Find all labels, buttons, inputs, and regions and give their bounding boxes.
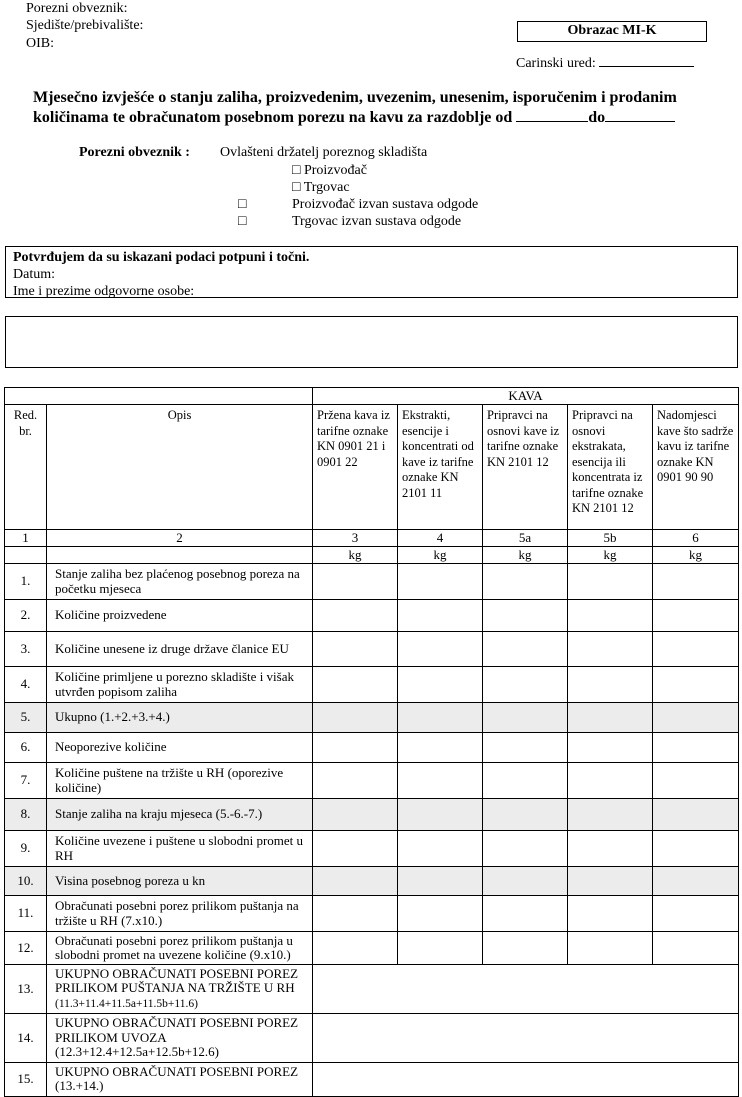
- table-row: [5, 931, 739, 964]
- value-cell[interactable]: [653, 762, 739, 798]
- row-number: 2.: [5, 599, 47, 631]
- unit-kg: kg: [483, 546, 568, 563]
- value-cell[interactable]: [653, 798, 739, 830]
- row-number: 9.: [5, 830, 47, 866]
- table-row: [5, 964, 739, 1014]
- col-number: 3: [313, 530, 398, 547]
- row-description: Stanje zaliha bez plaćenog posebnog poreza na početku mjeseca: [47, 563, 313, 599]
- table-row: [5, 866, 739, 895]
- table-row: [5, 798, 739, 830]
- value-cell[interactable]: [398, 732, 483, 762]
- total-value-cell[interactable]: [313, 964, 739, 1014]
- row-number: 15.: [5, 1062, 47, 1096]
- unit-kg: kg: [653, 546, 739, 563]
- row-number: 8.: [5, 798, 47, 830]
- table-row: [5, 702, 739, 732]
- confirmation-box: [5, 246, 738, 298]
- value-cell[interactable]: [568, 931, 653, 964]
- value-cell[interactable]: [313, 866, 398, 895]
- value-cell[interactable]: [483, 631, 568, 666]
- col-header-4: Ekstrakti, esencije i koncentrati od kave iz tarifne oznake KN 2101 11: [398, 405, 483, 530]
- taxpayer-label: Porezni obveznik:: [26, 1, 128, 16]
- row-formula: (12.3+12.4+12.5a+12.5b+12.6): [55, 1044, 220, 1059]
- row-description: Visina posebnog poreza u kn: [47, 866, 313, 895]
- value-cell[interactable]: [568, 762, 653, 798]
- col-number: 1: [5, 530, 47, 547]
- row-description: Količine puštene na tržište u RH (oporezive količine): [47, 762, 313, 798]
- value-cell[interactable]: [398, 666, 483, 702]
- unit-kg: kg: [398, 546, 483, 563]
- customs-office-field[interactable]: [599, 52, 694, 67]
- value-cell[interactable]: [483, 895, 568, 931]
- unit-row: [5, 546, 739, 563]
- total-value-cell[interactable]: [313, 1014, 739, 1063]
- value-cell[interactable]: [568, 732, 653, 762]
- col-header-opis: Opis: [47, 405, 313, 530]
- value-cell[interactable]: [313, 702, 398, 732]
- value-cell[interactable]: [398, 830, 483, 866]
- value-cell[interactable]: [653, 931, 739, 964]
- row-number: 3.: [5, 631, 47, 666]
- col-header-redbr: Red. br.: [5, 405, 47, 530]
- table-row: [5, 762, 739, 798]
- value-cell[interactable]: [483, 563, 568, 599]
- value-cell[interactable]: [568, 866, 653, 895]
- value-cell[interactable]: [483, 762, 568, 798]
- period-to-label: do: [588, 109, 606, 126]
- value-cell[interactable]: [313, 798, 398, 830]
- row-number: 13.: [5, 964, 47, 1014]
- report-title-period-text: količinama te obračunatom posebnom porezu na kavu za razdoblje od: [33, 109, 513, 126]
- value-cell[interactable]: [653, 666, 739, 702]
- value-cell[interactable]: [568, 895, 653, 931]
- checkbox-icon[interactable]: □: [238, 197, 247, 212]
- value-cell[interactable]: [653, 599, 739, 631]
- row-number: 10.: [5, 866, 47, 895]
- row-description: Obračunati posebni porez prilikom puštanja na tržište u RH (7.x10.): [47, 895, 313, 931]
- confirmation-statement: Potvrđujem da su iskazani podaci potpuni i točni.: [13, 250, 310, 265]
- col-header-5b: Pripravci na osnovi ekstrakata, esencija ili koncentrata iz tarifne oznake KN 2101 12: [568, 405, 653, 530]
- row-number: 1.: [5, 563, 47, 599]
- row-number: 11.: [5, 895, 47, 931]
- table-row: [5, 830, 739, 866]
- value-cell[interactable]: [398, 866, 483, 895]
- value-cell[interactable]: [483, 732, 568, 762]
- customs-office-label: Carinski ured:: [516, 56, 596, 71]
- table-row: [5, 1014, 739, 1063]
- col-number: 5b: [568, 530, 653, 547]
- row-number: 6.: [5, 732, 47, 762]
- row-description: Količine primljene u porezno skladište i višak utvrđen popisom zaliha: [47, 666, 313, 702]
- row-description: [47, 1014, 313, 1063]
- total-value-cell[interactable]: [313, 1062, 739, 1096]
- option-producer-checkbox[interactable]: □ Proizvođač: [292, 163, 367, 178]
- table-row: [5, 895, 739, 931]
- table-row: [5, 599, 739, 631]
- value-cell[interactable]: [568, 631, 653, 666]
- value-cell[interactable]: [568, 563, 653, 599]
- table-row: [5, 631, 739, 666]
- value-cell[interactable]: [313, 830, 398, 866]
- value-cell[interactable]: [568, 830, 653, 866]
- row-description: Količine unesene iz druge države članice EU: [47, 631, 313, 666]
- value-cell[interactable]: [313, 895, 398, 931]
- report-title-line2: [33, 107, 675, 127]
- value-cell[interactable]: [483, 702, 568, 732]
- value-cell[interactable]: [568, 599, 653, 631]
- value-cell[interactable]: [398, 762, 483, 798]
- col-number: 5a: [483, 530, 568, 547]
- customs-office: [516, 52, 694, 72]
- oib-label: OIB:: [26, 36, 54, 51]
- value-cell[interactable]: [653, 895, 739, 931]
- row-description: Količine proizvedene: [47, 599, 313, 631]
- value-cell[interactable]: [313, 931, 398, 964]
- col-header-5a: Pripravci na osnovi kave iz tarifne oznake KN 2101 12: [483, 405, 568, 530]
- value-cell[interactable]: [313, 762, 398, 798]
- row-description: [47, 964, 313, 1014]
- option-authorized-warehouse: Ovlašteni držatelj poreznog skladišta: [220, 145, 428, 160]
- value-cell[interactable]: [568, 702, 653, 732]
- row-number: 14.: [5, 1014, 47, 1063]
- unit-kg: kg: [568, 546, 653, 563]
- form-name-box: Obrazac MI-K: [517, 21, 707, 42]
- row-number: 7.: [5, 762, 47, 798]
- taxpayer-type-label: Porezni obveznik :: [79, 145, 190, 160]
- row-number: 4.: [5, 666, 47, 702]
- value-cell[interactable]: [398, 798, 483, 830]
- period-to-field[interactable]: [605, 107, 675, 122]
- value-cell[interactable]: [313, 599, 398, 631]
- row-formula: (11.3+11.4+11.5a+11.5b+11.6): [55, 997, 198, 1010]
- value-cell[interactable]: [398, 563, 483, 599]
- unit-kg: kg: [313, 546, 398, 563]
- date-label[interactable]: Datum:: [13, 267, 55, 282]
- kava-group-header: KAVA: [313, 388, 739, 405]
- value-cell[interactable]: [398, 702, 483, 732]
- value-cell[interactable]: [398, 599, 483, 631]
- option-trader-checkbox[interactable]: □ Trgovac: [292, 180, 350, 195]
- value-cell[interactable]: [483, 830, 568, 866]
- value-cell[interactable]: [398, 931, 483, 964]
- value-cell[interactable]: [653, 830, 739, 866]
- table-row: [5, 732, 739, 762]
- value-cell[interactable]: [398, 631, 483, 666]
- value-cell[interactable]: [483, 666, 568, 702]
- value-cell[interactable]: [313, 666, 398, 702]
- report-title-line1: Mjesečno izvješće o stanju zaliha, proizvedenim, uvezenim, unesenim, isporučenim i prodanim: [33, 89, 677, 106]
- value-cell[interactable]: [313, 631, 398, 666]
- value-cell[interactable]: [483, 866, 568, 895]
- value-cell[interactable]: [653, 702, 739, 732]
- row-description: Količine uvezene i puštene u slobodni promet u RH: [47, 830, 313, 866]
- value-cell[interactable]: [653, 563, 739, 599]
- coffee-report-table: [4, 387, 739, 1097]
- column-number-row: [5, 530, 739, 547]
- option-trader-outside: Trgovac izvan sustava odgode: [292, 214, 462, 229]
- seat-label: Sjedište/prebivalište:: [26, 18, 144, 33]
- col-header-3: Pržena kava iz tarifne oznake KN 0901 21 i 0901 22: [313, 405, 398, 530]
- row-description-text: UKUPNO OBRAČUNATI POSEBNI POREZ PRILIKOM PUŠTANJA NA TRŽIŠTE U RH: [55, 965, 299, 995]
- row-description: Neoporezive količine: [47, 732, 313, 762]
- row-description: Obračunati posebni porez prilikom puštanja u slobodni promet na uvezene količine (9.x10.): [47, 931, 313, 964]
- value-cell[interactable]: [483, 931, 568, 964]
- value-cell[interactable]: [653, 732, 739, 762]
- table-row: [5, 666, 739, 702]
- row-description: Ukupno (1.+2.+3.+4.): [47, 702, 313, 732]
- value-cell[interactable]: [313, 563, 398, 599]
- signature-box[interactable]: [5, 316, 738, 368]
- row-description: UKUPNO OBRAČUNATI POSEBNI POREZ (13.+14.): [47, 1062, 313, 1096]
- value-cell[interactable]: [398, 895, 483, 931]
- col-number: 4: [398, 530, 483, 547]
- value-cell[interactable]: [653, 631, 739, 666]
- option-producer-outside: Proizvođač izvan sustava odgode: [292, 197, 479, 212]
- value-cell[interactable]: [568, 666, 653, 702]
- checkbox-icon[interactable]: □: [238, 214, 247, 229]
- value-cell[interactable]: [483, 798, 568, 830]
- value-cell[interactable]: [653, 866, 739, 895]
- table-row: [5, 563, 739, 599]
- col-number: 2: [47, 530, 313, 547]
- col-number: 6: [653, 530, 739, 547]
- responsible-person-label[interactable]: Ime i prezime odgovorne osobe:: [13, 284, 195, 299]
- row-number: 12.: [5, 931, 47, 964]
- table-header-blank: [5, 388, 313, 405]
- value-cell[interactable]: [568, 798, 653, 830]
- period-from-field[interactable]: [516, 107, 588, 122]
- row-description: Stanje zaliha na kraju mjeseca (5.-6.-7.): [47, 798, 313, 830]
- table-row: [5, 1062, 739, 1096]
- row-number: 5.: [5, 702, 47, 732]
- row-description-text: UKUPNO OBRAČUNATI POSEBNI POREZ PRILIKOM UVOZA: [55, 1015, 299, 1045]
- value-cell[interactable]: [313, 732, 398, 762]
- value-cell[interactable]: [483, 599, 568, 631]
- col-header-6: Nadomjesci kave što sadrže kavu iz tarifne oznake KN 0901 90 90: [653, 405, 739, 530]
